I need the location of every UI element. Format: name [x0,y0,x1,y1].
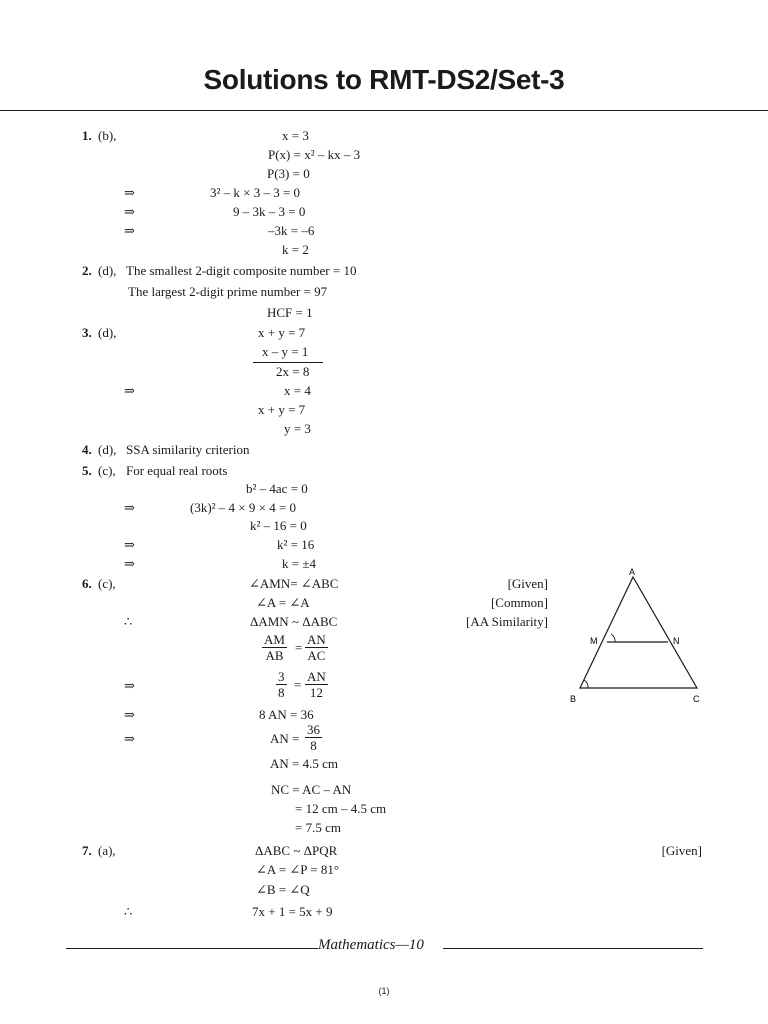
q4-option: (d), [98,442,117,457]
triangle-figure [560,562,720,712]
fraction-36-8 [305,722,322,753]
numerator: 3 [278,669,285,684]
q6-line-1: ∠AMN= ∠ABC [249,576,339,591]
q6-option: (c), [98,576,116,591]
q2-line-1: The smallest 2-digit composite number = 10 [126,263,357,278]
sum-rule [253,362,323,363]
q6-line-8: = 7.5 cm [295,820,341,835]
q4-line-1: SSA similarity criterion [126,442,250,457]
q2-option: (d), [98,263,117,278]
angle-mark-m [611,634,615,642]
q3-line-4: x = 4 [284,383,311,398]
q1-line-6: –3k = –6 [268,223,315,238]
q6-line-2: ∠A = ∠A [256,595,310,610]
q4-number: 4. [82,442,92,457]
numerator: AM [264,632,285,647]
q3-line-2: x – y = 1 [262,344,309,359]
implies-symbol: ⇒ [124,707,135,722]
q5-line-1: For equal real roots [126,463,228,478]
q3-line-3: 2x = 8 [276,364,310,379]
title-rule [0,110,768,111]
denominator: 8 [310,738,317,753]
q1-line-3: P(3) = 0 [267,166,310,181]
implies-symbol: ⇒ [124,556,135,571]
numerator: AN [307,632,326,647]
q3-option: (d), [98,325,117,340]
denominator: AC [307,648,326,663]
q7-line-3: ∠B = ∠Q [256,882,310,897]
q6-line-5: AN = 4.5 cm [270,756,338,771]
vertex-label-a: A [629,567,636,577]
fraction-am-ab [262,632,287,663]
implies-symbol: ⇒ [124,537,135,552]
q2-line-2: The largest 2-digit prime number = 97 [128,284,328,299]
q5-line-5: k² = 16 [277,537,315,552]
q1-line-7: k = 2 [282,242,309,257]
q6-reason-3: [AA Similarity] [466,614,548,629]
q3-line-1: x + y = 7 [258,325,306,340]
q5-line-2: b² – 4ac = 0 [246,481,308,496]
fraction-an-ac [305,632,328,663]
q1-line-2: P(x) = x² – kx – 3 [268,147,361,162]
implies-symbol: ⇒ [124,383,135,398]
q5-option: (c), [98,463,116,478]
q6-number: 6. [82,576,92,591]
q1-line-5: 9 – 3k – 3 = 0 [233,204,306,219]
q7-line-4: 7x + 1 = 5x + 9 [252,904,333,919]
q6-line-3: ΔAMN ~ ΔABC [250,614,338,629]
vertex-label-n: N [673,636,680,646]
q6-line-f3-lhs: AN = [270,731,300,746]
numerator: AN [307,669,326,684]
q1-line-1: x = 3 [282,128,309,143]
q6-reason-2: [Common] [490,595,548,610]
implies-symbol: ⇒ [124,223,135,238]
q7-line-1: ΔABC ~ ΔPQR [255,843,338,858]
vertex-label-c: C [693,694,700,704]
triangle-abc [580,577,697,688]
implies-symbol: ⇒ [124,204,135,219]
q6-line-7: = 12 cm – 4.5 cm [295,801,387,816]
denominator: 12 [309,685,323,700]
q2-number: 2. [82,263,92,278]
q5-line-3: (3k)² – 4 × 9 × 4 = 0 [190,500,297,515]
angle-mark-b [584,680,588,688]
q6-line-6: NC = AC – AN [271,782,352,797]
q1-number: 1. [82,128,92,143]
page-number: (1) [378,986,390,996]
q2-line-3: HCF = 1 [267,305,313,320]
vertex-label-b: B [570,694,577,704]
denominator: 8 [278,685,285,700]
q7-line-2: ∠A = ∠P = 81° [256,862,340,877]
implies-symbol: ⇒ [124,185,135,200]
footer-rule-left [66,948,318,949]
q7-reason-1: [Given] [661,843,702,858]
q6-line-4: 8 AN = 36 [259,707,314,722]
q7-option: (a), [98,843,116,858]
page-title: Solutions to RMT-DS2/Set-3 [203,64,565,95]
q5-line-4: k² – 16 = 0 [250,518,307,533]
implies-symbol: ⇒ [124,731,135,746]
equals-sign: = [294,677,302,692]
implies-symbol: ⇒ [124,500,135,515]
fraction-an-12 [305,669,328,700]
q3-line-6: y = 3 [284,421,311,436]
q5-line-6: k = ±4 [282,556,316,571]
q3-number: 3. [82,325,92,340]
vertex-label-m: M [590,636,598,646]
equals-sign: = [295,640,303,655]
denominator: AB [265,648,284,663]
fraction-3-8 [276,669,287,700]
q1-line-4: 3² – k × 3 – 3 = 0 [210,185,301,200]
therefore-symbol: ∴ [124,904,133,919]
q7-number: 7. [82,843,92,858]
q1-option: (b), [98,128,117,143]
q5-number: 5. [82,463,92,478]
q3-line-5: x + y = 7 [258,402,306,417]
q6-reason-1: [Given] [507,576,548,591]
numerator: 36 [307,722,320,737]
footer-rule-right [443,948,703,949]
implies-symbol: ⇒ [124,678,135,693]
footer-subject: Mathematics—10 [318,937,424,953]
therefore-symbol: ∴ [124,614,133,629]
